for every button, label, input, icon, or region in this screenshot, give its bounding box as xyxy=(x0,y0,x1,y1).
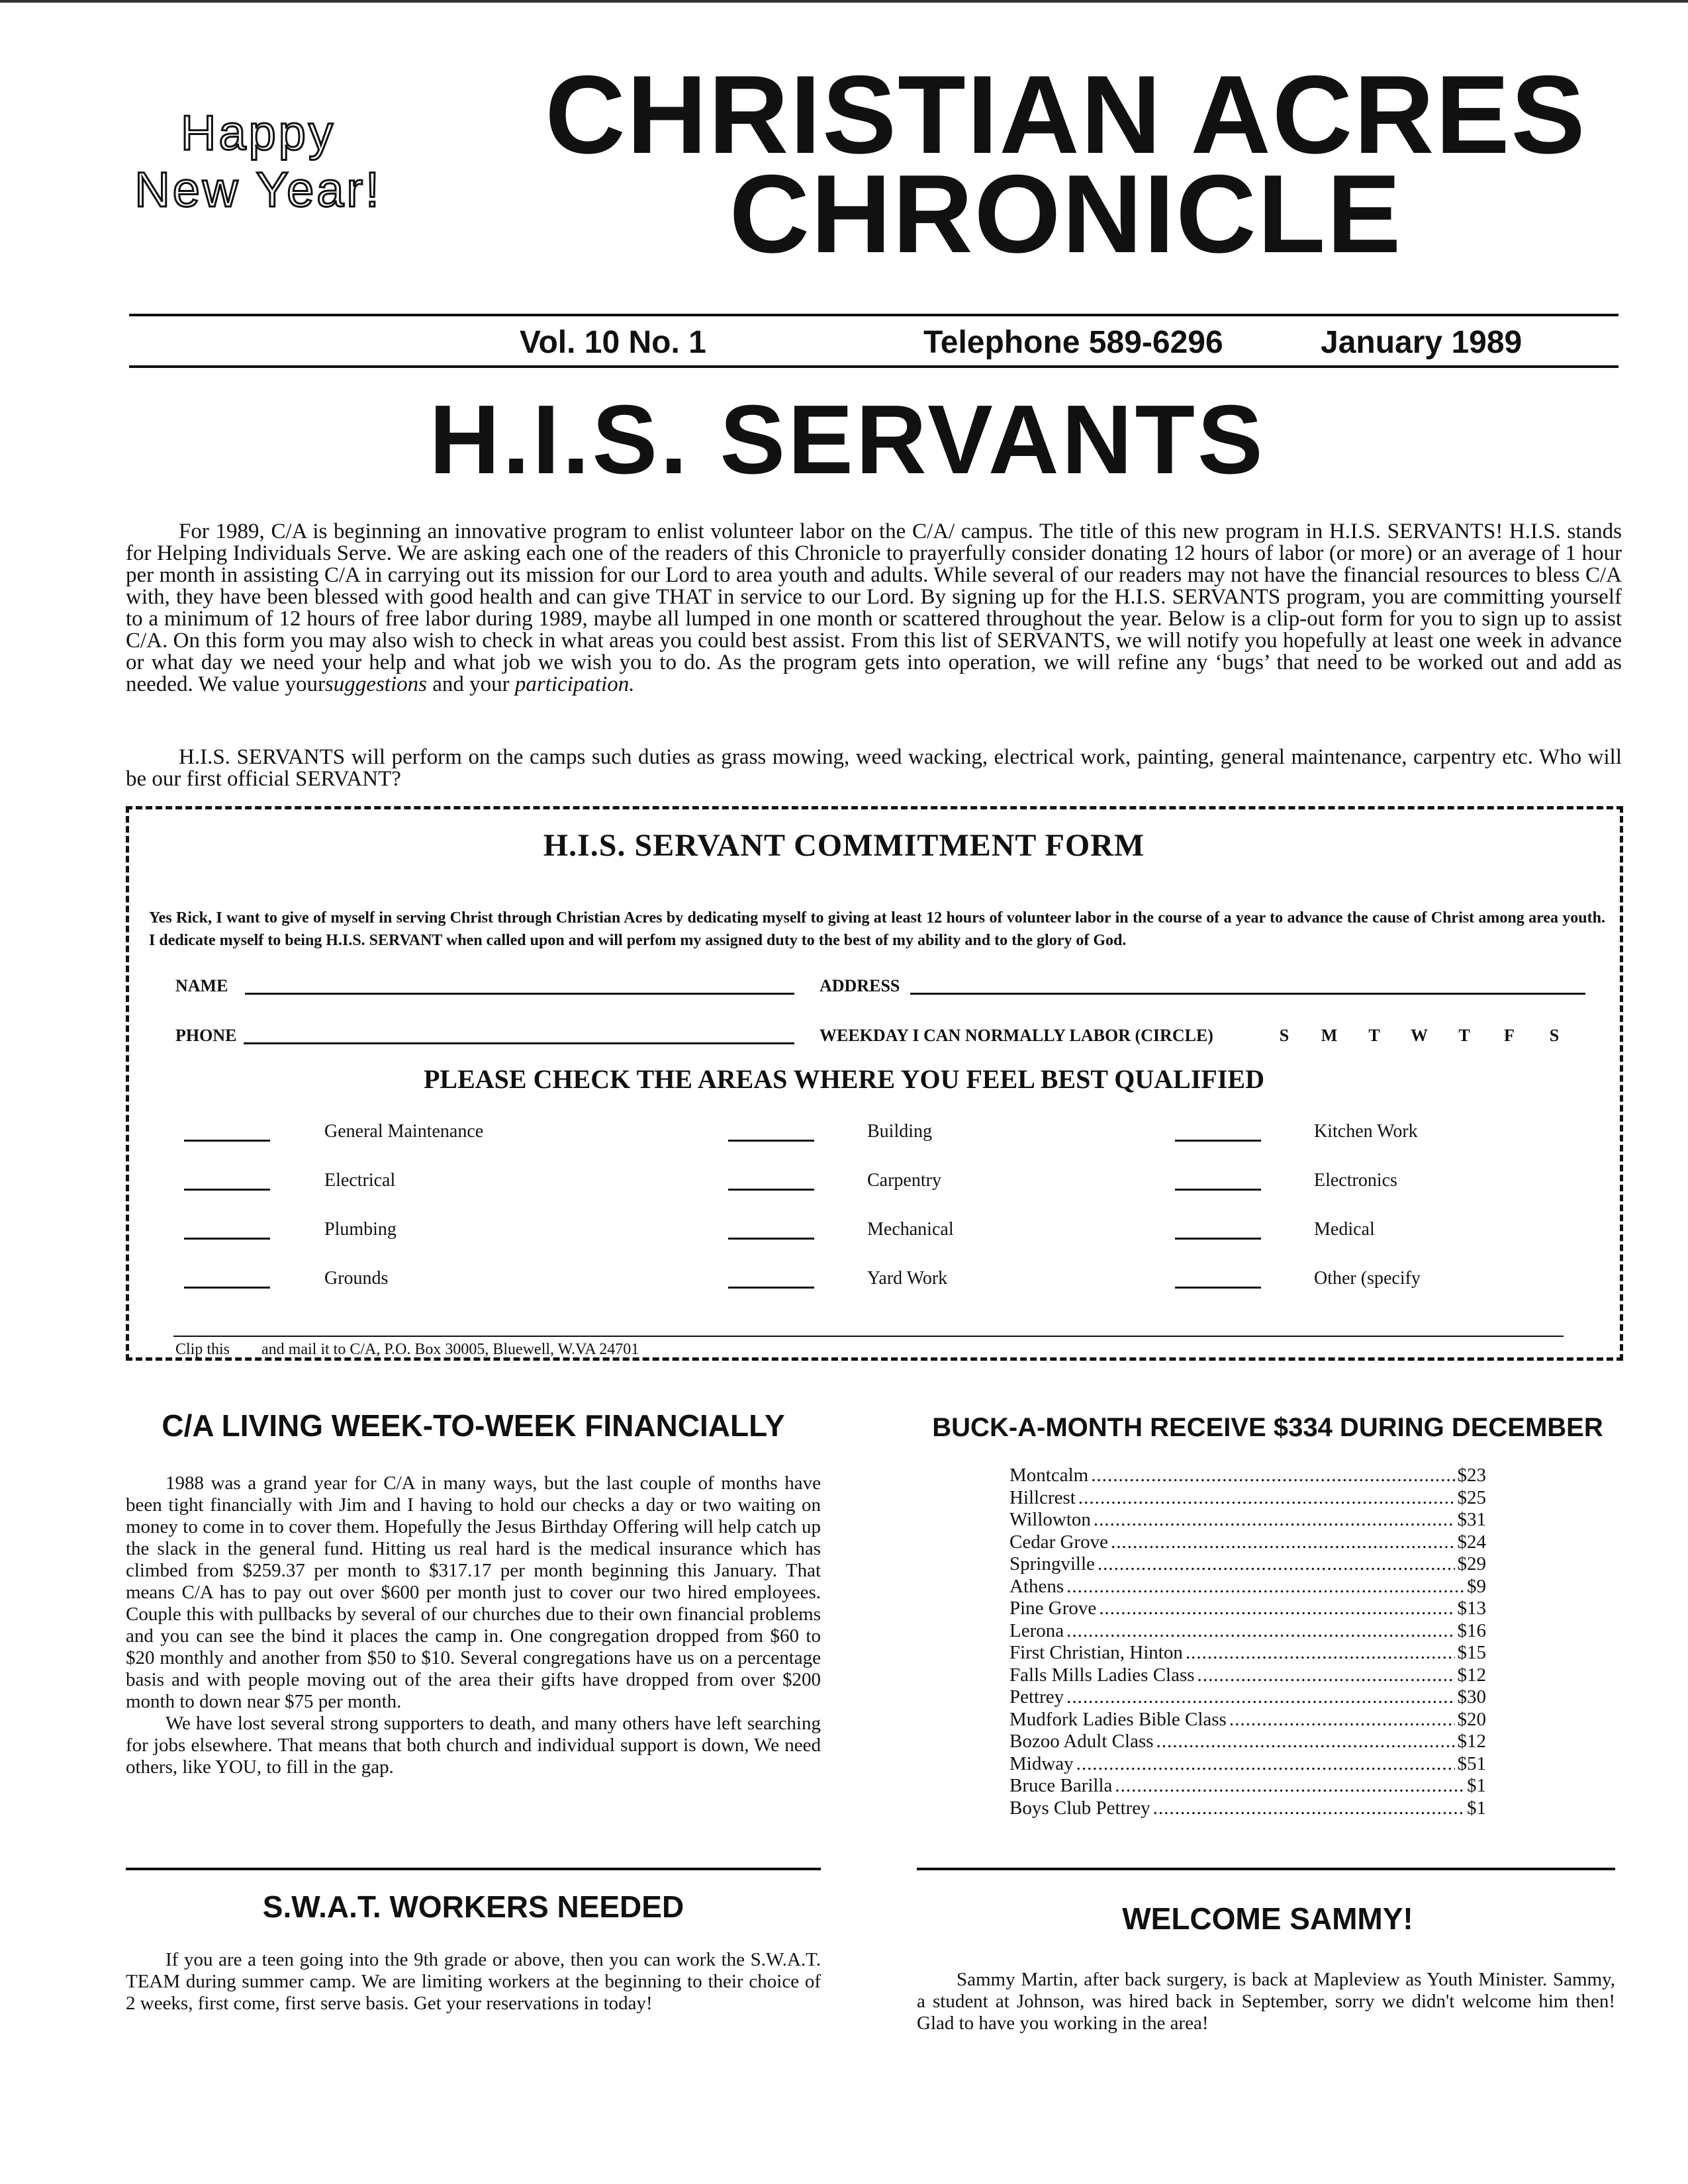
donor-amount: $30 xyxy=(1457,1686,1486,1707)
donor-name: Mudfork Ladies Bible Class xyxy=(1009,1708,1227,1730)
donor-row xyxy=(1009,1709,1486,1731)
buck-divider xyxy=(917,1868,1615,1870)
day-saturday[interactable]: S xyxy=(1549,1026,1560,1045)
donor-name: Boys Club Pettrey xyxy=(1009,1797,1150,1819)
donor-name: Pine Grove xyxy=(1009,1598,1097,1619)
issue-date: January 1989 xyxy=(1321,325,1523,360)
area-label: Medical xyxy=(1314,1219,1375,1240)
check-kitchen-work[interactable] xyxy=(1175,1140,1261,1142)
telephone-number: Telephone 589-6296 xyxy=(923,325,1223,360)
donor-name: Willowton xyxy=(1009,1509,1091,1530)
donor-amount: $23 xyxy=(1457,1465,1486,1486)
donor-row xyxy=(1009,1797,1486,1820)
donor-row xyxy=(1009,1487,1486,1510)
new-year-greeting xyxy=(99,105,417,218)
finance-paragraph-1: 1988 was a grand year for C/A in many ways, but the last couple of months have been tight financially with Jim and I having to hold our checks a day or two waiting on money to come in to cover them. Hopefully the Jesus Birthday Offering will help catch up the slack in the general fund. Hitting us real hard is the medical insurance which has climbed from $259.37 per month to $317.17 per month beginning this January. That means C/A has to pay out over $600 per month just to cover our two hired employees. Couple this with pullbacks by several of our churches due to their own financial problems and you can see the bind it places the camp in. One congregation dropped from $60 to $20 monthly and another from $50 to $10. Several congregations have us on a percentage basis and with people moving out of the area their gifts have dropped from over $200 month to down near $75 per month. xyxy=(126,1473,821,1712)
donor-row xyxy=(1009,1598,1486,1620)
donor-amount: $24 xyxy=(1457,1531,1486,1553)
donor-name: Pettrey xyxy=(1009,1686,1064,1707)
day-tuesday[interactable]: T xyxy=(1368,1026,1380,1045)
donor-row xyxy=(1009,1576,1486,1598)
donor-amount: $13 xyxy=(1457,1598,1486,1619)
area-label: Yard Work xyxy=(867,1268,948,1289)
intro-paragraph-2: H.I.S. SERVANTS will perform on the camps such duties as grass mowing, weed wacking, electrical work, painting, general maintenance, carpentry etc. Who will be our first official SERVANT? xyxy=(126,745,1622,791)
area-label: Electrical xyxy=(324,1170,396,1191)
donor-name: Springville xyxy=(1009,1553,1095,1574)
swat-body: If you are a teen going into the 9th grade or above, then you can work the S.W.A.T. TEAM during summer camp. We are limiting workers at the beginning to their choice of 2 weeks, first come, first serve basis. Get your reservations in today! xyxy=(126,1949,821,2014)
donor-name: Lerona xyxy=(1009,1619,1064,1641)
check-medical[interactable] xyxy=(1175,1238,1261,1240)
leader-dots xyxy=(1076,1753,1455,1776)
day-wednesday[interactable]: W xyxy=(1411,1026,1428,1045)
donor-row xyxy=(1009,1465,1486,1487)
donor-row xyxy=(1009,1664,1486,1687)
form-pledge-text: Yes Rick, I want to give of myself in serving Christ through Christian Acres by dedicating myself to giving at least 12 hours of volunteer labor in the course of a year to advance the cause of Christ among area youth. I dedicate myself to being H.I.S. SERVANT when called upon and will perfom my assigned duty to the best of my ability and to the glory of God. xyxy=(149,909,1605,949)
donor-list xyxy=(1009,1465,1486,1819)
donor-name: Cedar Grove xyxy=(1009,1531,1108,1553)
donor-row xyxy=(1009,1686,1486,1709)
donor-row xyxy=(1009,1753,1486,1776)
day-friday[interactable]: F xyxy=(1504,1026,1515,1045)
check-electronics[interactable] xyxy=(1175,1189,1261,1191)
name-label: NAME xyxy=(175,976,228,995)
check-carpentry[interactable] xyxy=(728,1189,814,1191)
donor-amount: $51 xyxy=(1457,1752,1486,1774)
check-building[interactable] xyxy=(728,1140,814,1142)
donor-amount: $9 xyxy=(1467,1575,1486,1597)
leader-dots xyxy=(1156,1731,1455,1753)
day-thursday[interactable]: T xyxy=(1458,1026,1470,1045)
donor-name: Bozoo Adult Class xyxy=(1009,1731,1154,1752)
qualified-areas-title: PLEASE CHECK THE AREAS WHERE YOU FEEL BEST QUALIFIED xyxy=(424,1064,1264,1094)
area-label: Building xyxy=(867,1121,933,1142)
leader-dots xyxy=(1115,1775,1464,1797)
leader-dots xyxy=(1066,1620,1454,1643)
donor-amount: $12 xyxy=(1457,1731,1486,1752)
volume-number: Vol. 10 No. 1 xyxy=(520,325,706,360)
check-other[interactable] xyxy=(1175,1287,1261,1289)
greeting-line-2: New Year! xyxy=(134,162,382,217)
check-mechanical[interactable] xyxy=(728,1238,814,1240)
donor-amount: $1 xyxy=(1467,1797,1486,1819)
leader-dots xyxy=(1091,1465,1454,1487)
name-field[interactable] xyxy=(245,993,794,995)
donor-row xyxy=(1009,1642,1486,1664)
area-label: Other (specify xyxy=(1314,1268,1421,1289)
day-monday[interactable]: M xyxy=(1321,1026,1338,1045)
area-label: Grounds xyxy=(324,1268,389,1289)
leader-dots xyxy=(1111,1531,1455,1554)
donor-name: Hillcrest xyxy=(1009,1486,1076,1508)
clip-rule xyxy=(173,1336,1564,1337)
leader-dots xyxy=(1186,1642,1455,1664)
leader-dots xyxy=(1099,1598,1454,1620)
check-electrical[interactable] xyxy=(184,1189,270,1191)
donor-name: First Christian, Hinton xyxy=(1009,1642,1183,1663)
donor-row xyxy=(1009,1620,1486,1643)
address-label: ADDRESS xyxy=(820,976,900,995)
donor-name: Bruce Barilla xyxy=(1009,1775,1113,1796)
masthead-line-1: CHRISTIAN ACRES xyxy=(545,52,1587,177)
leader-dots xyxy=(1066,1576,1464,1598)
main-headline: H.I.S. SERVANTS xyxy=(429,385,1266,494)
form-title: H.I.S. SERVANT COMMITMENT FORM xyxy=(543,828,1145,863)
donor-row xyxy=(1009,1731,1486,1753)
phone-field[interactable] xyxy=(244,1042,794,1044)
leader-dots xyxy=(1066,1686,1454,1709)
donor-row xyxy=(1009,1775,1486,1797)
area-label: General Maintenance xyxy=(324,1121,484,1142)
donor-amount: $20 xyxy=(1457,1708,1486,1730)
donor-name: Falls Mills Ladies Class xyxy=(1009,1664,1195,1686)
masthead-rule-bottom xyxy=(129,365,1618,368)
donor-row xyxy=(1009,1531,1486,1554)
donor-amount: $16 xyxy=(1457,1619,1486,1641)
check-plumbing[interactable] xyxy=(184,1238,270,1240)
area-label: Mechanical xyxy=(867,1219,954,1240)
check-general-maintenance[interactable] xyxy=(184,1140,270,1142)
intro-paragraph-1: For 1989, C/A is beginning an innovative program to enlist volunteer labor on the C/A/ campus. The title of this new program in H.I.S. SERVANTS! H.I.S. stands for Helping Individuals Serve. We are asking each one of the readers of this Chronicle to prayerfully consider donating 12 hours of labor (or more) or an average of 1 hour per month in assisting C/A in carrying out its mission for our Lord to area youth and adults. While several of our readers may not have the financial resources to bless C/A with, they have been blessed with good health and can give THAT in service to our Lord. By signing up for the H.I.S. SERVANTS program, you are committing yourself to a minimum of 12 hours of free labor during 1989, maybe all lumped in one month or scattered throughout the year. Below is a clip-out form for you to sign up to assist C/A. On this form you may also wish to check in what areas you could best assist. From this list of SERVANTS, we will notify you hopefully at least one week in advance or what day we need your help and what job we wish you to do. As the program gets into operation, we will refine any ‘bugs’ that need to be worked out and add as needed. We value yoursuggestions and your participation. xyxy=(126,520,1622,696)
donor-row xyxy=(1009,1553,1486,1576)
masthead xyxy=(450,52,1681,276)
donor-amount: $29 xyxy=(1457,1553,1486,1574)
donor-amount: $15 xyxy=(1457,1642,1486,1663)
check-grounds[interactable] xyxy=(184,1287,270,1289)
address-field[interactable] xyxy=(910,993,1585,995)
leader-dots xyxy=(1153,1797,1464,1820)
check-yard-work[interactable] xyxy=(728,1287,814,1289)
area-label: Carpentry xyxy=(867,1170,941,1191)
donor-amount: $12 xyxy=(1457,1664,1486,1686)
donor-amount: $1 xyxy=(1467,1775,1486,1796)
welcome-title: WELCOME SAMMY! xyxy=(1122,1901,1413,1936)
donor-name: Montcalm xyxy=(1009,1465,1089,1486)
donor-amount: $25 xyxy=(1457,1486,1486,1508)
leader-dots xyxy=(1094,1509,1455,1531)
area-label: Electronics xyxy=(1314,1170,1397,1191)
masthead-line-2: CHRONICLE xyxy=(729,152,1403,276)
buck-a-month-title: BUCK-A-MONTH RECEIVE $334 DURING DECEMBER xyxy=(932,1413,1603,1442)
leader-dots xyxy=(1197,1664,1455,1687)
top-border xyxy=(0,0,1688,3)
clip-instructions: Clip this and mail it to C/A, P.O. Box 30005, Bluewell, W.VA 24701 xyxy=(175,1341,639,1358)
finance-divider xyxy=(126,1868,821,1870)
welcome-body: Sammy Martin, after back surgery, is back at Mapleview as Youth Minister. Sammy, a student at Johnson, was hired back in September, sorry we didn't welcome him then! Glad to have you working in the area! xyxy=(917,1969,1615,2034)
leader-dots xyxy=(1098,1553,1455,1576)
leader-dots xyxy=(1229,1709,1455,1731)
leader-dots xyxy=(1078,1487,1455,1510)
donor-name: Athens xyxy=(1009,1575,1064,1597)
day-sunday[interactable]: S xyxy=(1279,1026,1289,1045)
area-label: Kitchen Work xyxy=(1314,1121,1418,1142)
finance-article xyxy=(126,1473,821,1778)
masthead-rule-top xyxy=(129,314,1618,316)
swat-title: S.W.A.T. WORKERS NEEDED xyxy=(262,1889,684,1924)
donor-name: Midway xyxy=(1009,1752,1074,1774)
donor-row xyxy=(1009,1509,1486,1531)
phone-label: PHONE xyxy=(175,1026,237,1045)
greeting-line-1: Happy xyxy=(181,105,336,160)
weekday-label: WEEKDAY I CAN NORMALLY LABOR (CIRCLE) xyxy=(820,1026,1213,1045)
area-label: Plumbing xyxy=(324,1219,397,1240)
finance-title: C/A LIVING WEEK-TO-WEEK FINANCIALLY xyxy=(162,1408,785,1443)
finance-paragraph-2: We have lost several strong supporters to death, and many others have left searching for jobs elsewhere. That means that both church and individual support is down, We need others, like YOU, to fill in the gap. xyxy=(126,1713,821,1778)
donor-amount: $31 xyxy=(1457,1509,1486,1530)
